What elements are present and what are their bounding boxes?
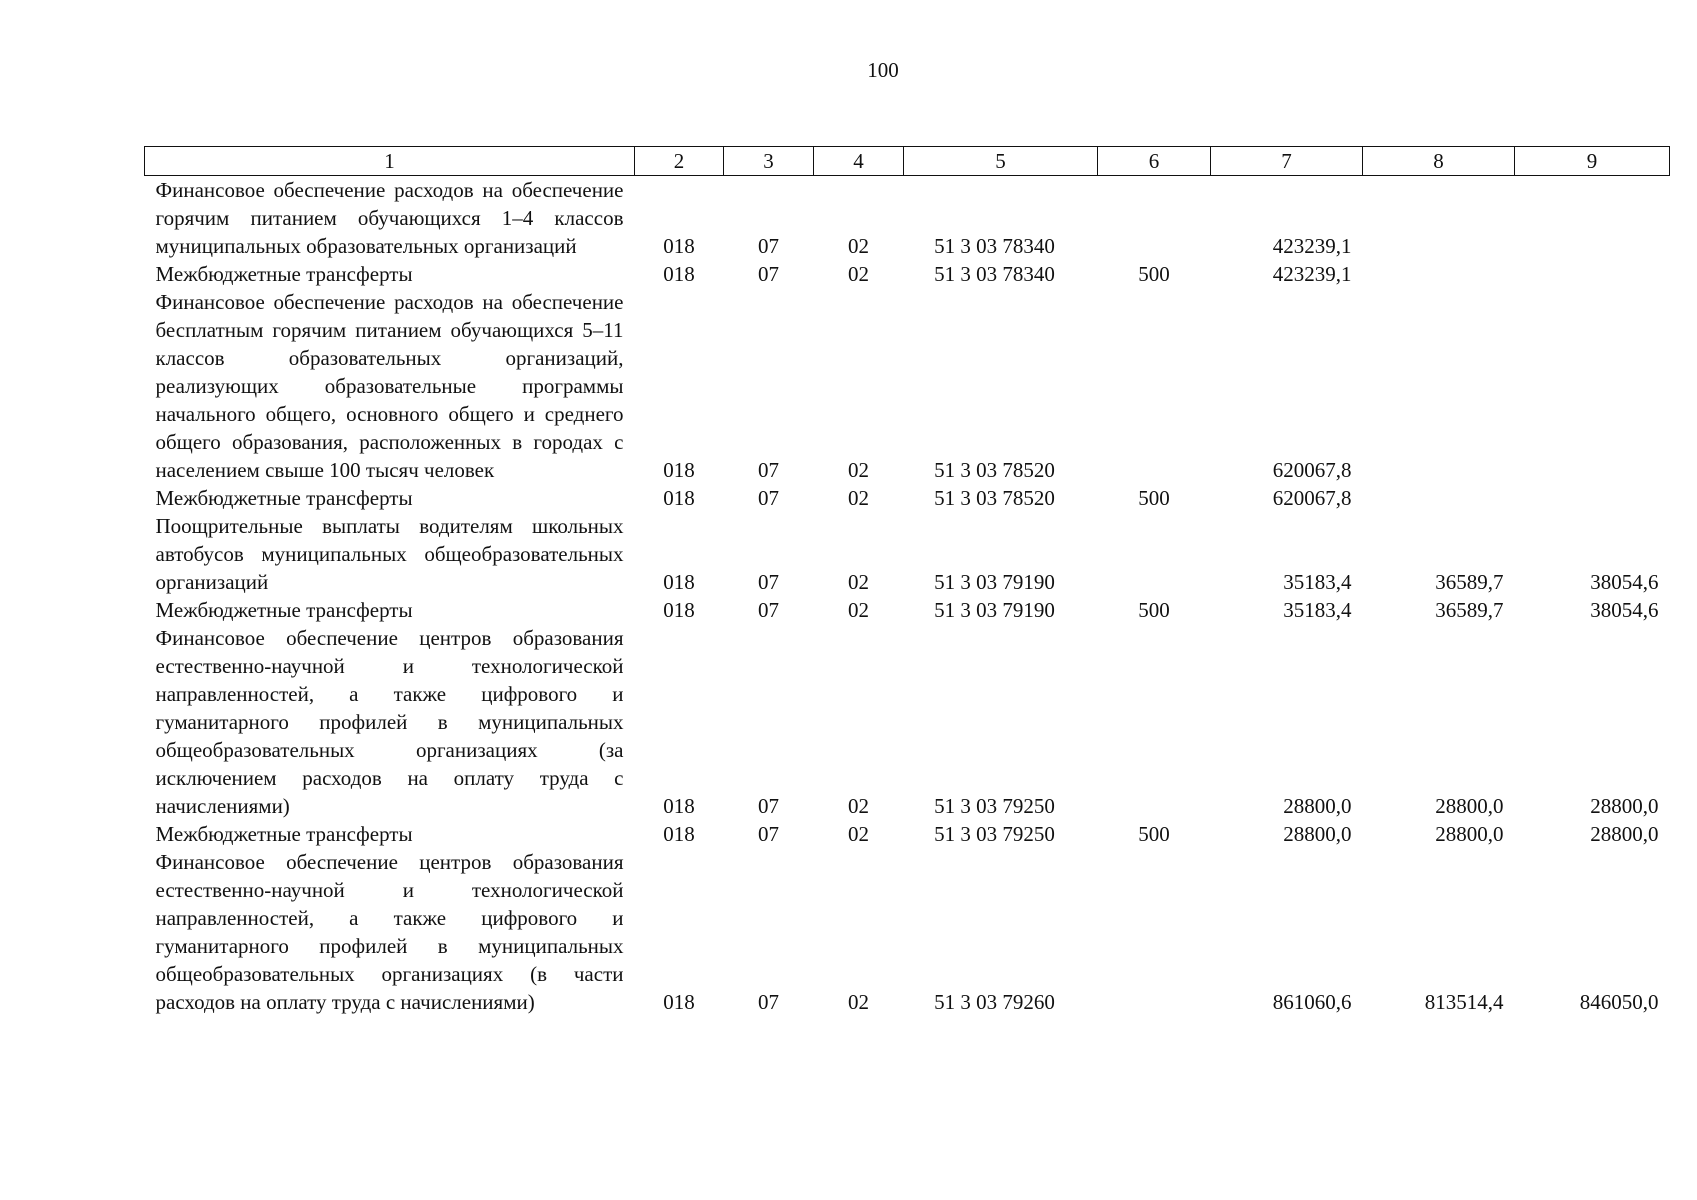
table-row	[145, 820, 1670, 848]
cell-amount-col7: 861060,6	[1272, 990, 1352, 1014]
cell-amount-col7: 35183,4	[1283, 598, 1352, 622]
cell-subsection: 02	[848, 234, 869, 258]
cell-section: 07	[758, 234, 779, 258]
budget-table	[144, 146, 1670, 1016]
cell-section: 07	[758, 570, 779, 594]
row-name: Финансовое обеспечение расходов на обеспечение бесплатным горячим питанием обучающихся 5–11 классов образовательных организаций, реализующих образовательные программы начального общего, основного общего и среднего общего образования, расположенных в городах с населением свыше 100 тысяч человек	[155, 290, 624, 482]
cell-target-article: 51 3 03 79260	[934, 990, 1055, 1014]
cell-section: 07	[758, 598, 779, 622]
cell-expense-type	[1098, 512, 1211, 596]
cell-amount-col8: 36589,7	[1435, 598, 1504, 622]
column-header-6: 6	[1098, 147, 1211, 176]
cell-target-article: 51 3 03 79250	[934, 794, 1055, 818]
cell-expense-type	[1098, 848, 1211, 1016]
cell-subsection: 02	[848, 486, 869, 510]
column-header-4: 4	[814, 147, 904, 176]
cell-target-article: 51 3 03 78340	[934, 262, 1055, 286]
cell-amount-col8	[1363, 260, 1515, 288]
cell-expense-type: 500	[1138, 822, 1170, 846]
cell-target-article: 51 3 03 78520	[934, 458, 1055, 482]
cell-amount-col8	[1363, 288, 1515, 484]
table-row	[145, 848, 1670, 1016]
cell-amount-col8: 813514,4	[1424, 990, 1504, 1014]
row-name: Финансовое обеспечение центров образования естественно-научной и технологической направленностей, а также цифрового и гуманитарного профилей в муниципальных общеобразовательных организациях (в части расходов на оплату труда с начислениями)	[155, 850, 624, 1014]
table-row	[145, 176, 1670, 261]
cell-amount-col7: 28800,0	[1283, 822, 1352, 846]
cell-amount-col7: 620067,8	[1272, 486, 1352, 510]
cell-amount-col9	[1515, 176, 1670, 261]
cell-target-article: 51 3 03 79190	[934, 598, 1055, 622]
row-name: Межбюджетные трансферты	[155, 598, 413, 622]
cell-subsection: 02	[848, 822, 869, 846]
cell-subsection: 02	[848, 570, 869, 594]
cell-expense-type	[1098, 176, 1211, 261]
column-header-9: 9	[1515, 147, 1670, 176]
cell-subsection: 02	[848, 794, 869, 818]
column-header-2: 2	[635, 147, 724, 176]
cell-amount-col9	[1515, 288, 1670, 484]
cell-expense-type: 500	[1138, 598, 1170, 622]
column-header-8: 8	[1363, 147, 1515, 176]
cell-ministry-code: 018	[663, 458, 695, 482]
table-row	[145, 484, 1670, 512]
cell-amount-col9	[1515, 484, 1670, 512]
cell-amount-col9: 38054,6	[1590, 598, 1659, 622]
table-row	[145, 260, 1670, 288]
cell-amount-col9: 28800,0	[1590, 822, 1659, 846]
cell-ministry-code: 018	[663, 486, 695, 510]
cell-amount-col7: 620067,8	[1272, 458, 1352, 482]
cell-expense-type: 500	[1138, 262, 1170, 286]
row-name: Межбюджетные трансферты	[155, 822, 413, 846]
cell-amount-col8	[1363, 176, 1515, 261]
cell-amount-col9: 38054,6	[1590, 570, 1659, 594]
cell-amount-col7: 28800,0	[1283, 794, 1352, 818]
cell-ministry-code: 018	[663, 822, 695, 846]
page-number: 100	[867, 58, 899, 82]
cell-ministry-code: 018	[663, 794, 695, 818]
cell-section: 07	[758, 262, 779, 286]
table-row	[145, 288, 1670, 484]
cell-amount-col8	[1363, 484, 1515, 512]
cell-target-article: 51 3 03 78520	[934, 486, 1055, 510]
cell-section: 07	[758, 458, 779, 482]
cell-subsection: 02	[848, 262, 869, 286]
cell-section: 07	[758, 822, 779, 846]
cell-ministry-code: 018	[663, 262, 695, 286]
cell-section: 07	[758, 486, 779, 510]
cell-ministry-code: 018	[663, 570, 695, 594]
row-name: Межбюджетные трансферты	[155, 262, 413, 286]
row-name: Межбюджетные трансферты	[155, 486, 413, 510]
cell-amount-col8: 36589,7	[1435, 570, 1504, 594]
row-name: Финансовое обеспечение центров образования естественно-научной и технологической направленностей, а также цифрового и гуманитарного профилей в муниципальных общеобразовательных организациях (за исключением расходов на оплату труда с начислениями)	[155, 626, 624, 818]
column-header-7: 7	[1211, 147, 1363, 176]
cell-subsection: 02	[848, 990, 869, 1014]
row-name: Поощрительные выплаты водителям школьных автобусов муниципальных общеобразовательных организаций	[155, 514, 624, 594]
column-header-5: 5	[904, 147, 1098, 176]
cell-amount-col9: 28800,0	[1590, 794, 1659, 818]
cell-amount-col8: 28800,0	[1435, 822, 1504, 846]
cell-amount-col8: 28800,0	[1435, 794, 1504, 818]
cell-target-article: 51 3 03 79190	[934, 570, 1055, 594]
table-row	[145, 512, 1670, 596]
cell-section: 07	[758, 794, 779, 818]
cell-target-article: 51 3 03 79250	[934, 822, 1055, 846]
cell-subsection: 02	[848, 458, 869, 482]
cell-amount-col7: 423239,1	[1272, 234, 1352, 258]
cell-amount-col7: 35183,4	[1283, 570, 1352, 594]
cell-expense-type	[1098, 624, 1211, 820]
cell-section: 07	[758, 990, 779, 1014]
cell-expense-type	[1098, 288, 1211, 484]
cell-ministry-code: 018	[663, 598, 695, 622]
column-header-3: 3	[724, 147, 814, 176]
table-body	[145, 176, 1670, 1017]
cell-amount-col9: 846050,0	[1579, 990, 1659, 1014]
cell-amount-col7: 423239,1	[1272, 262, 1352, 286]
cell-ministry-code: 018	[663, 234, 695, 258]
cell-ministry-code: 018	[663, 990, 695, 1014]
column-header-1: 1	[145, 147, 635, 176]
table-row	[145, 596, 1670, 624]
cell-subsection: 02	[848, 598, 869, 622]
cell-target-article: 51 3 03 78340	[934, 234, 1055, 258]
header-row	[145, 147, 1670, 176]
cell-expense-type: 500	[1138, 486, 1170, 510]
table-header	[145, 147, 1670, 176]
cell-amount-col9	[1515, 260, 1670, 288]
row-name: Финансовое обеспечение расходов на обеспечение горячим питанием обучающихся 1–4 классов муниципальных образовательных организаций	[155, 178, 624, 258]
table-row	[145, 624, 1670, 820]
